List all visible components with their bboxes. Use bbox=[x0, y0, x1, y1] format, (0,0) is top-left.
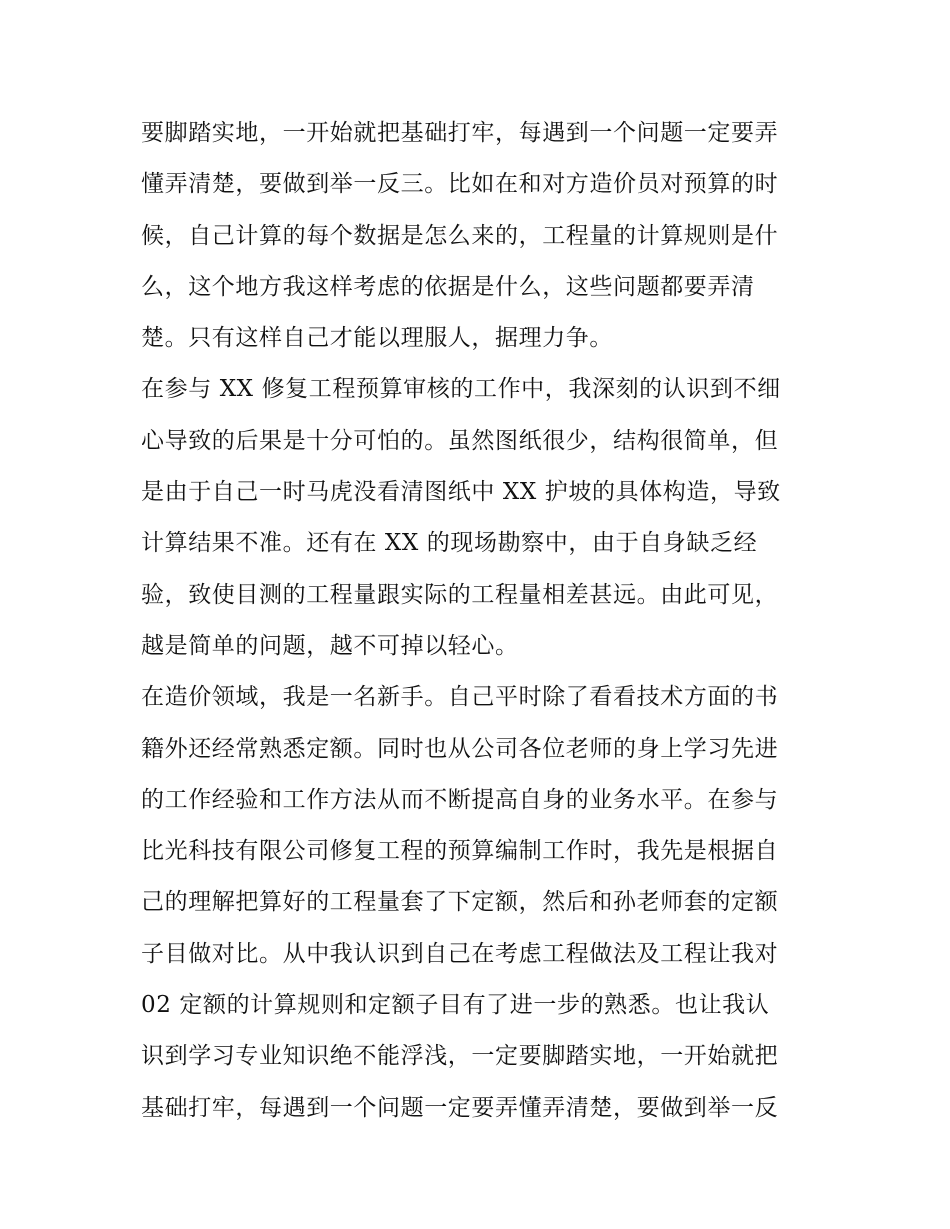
text-line: 在造价领域，我是一名新手。自己平时除了看看技术方面的书 bbox=[141, 684, 779, 711]
text-line: 懂弄清楚，要做到举一反三。比如在和对方造价员对预算的时 bbox=[141, 171, 779, 198]
text-line: 计算结果不准。还有在 XX 的现场勘察中，由于自身缺乏经 bbox=[141, 530, 758, 557]
text-line: 02 定额的计算规则和定额子目有了进一步的熟悉。也让我认 bbox=[141, 992, 770, 1019]
text-line: 识到学习专业知识绝不能浮浅，一定要脚踏实地，一开始就把 bbox=[141, 1043, 779, 1070]
text-line: 己的理解把算好的工程量套了下定额，然后和孙老师套的定额 bbox=[141, 889, 779, 916]
text-line: 是由于自己一时马虎没看清图纸中 XX 护坡的具体构造，导致 bbox=[141, 479, 781, 506]
text-line: 验，致使目测的工程量跟实际的工程量相差甚远。由此可见， bbox=[141, 581, 779, 608]
text-line: 比光科技有限公司修复工程的预算编制工作时，我先是根据自 bbox=[141, 838, 779, 865]
text-line: 么，这个地方我这样考虑的依据是什么，这些问题都要弄清 bbox=[141, 273, 755, 300]
text-line: 子目做对比。从中我认识到自己在考虑工程做法及工程让我对 bbox=[141, 940, 779, 967]
text-line: 候，自己计算的每个数据是怎么来的，工程量的计算规则是什 bbox=[141, 222, 779, 249]
text-line: 基础打牢，每遇到一个问题一定要弄懂弄清楚，要做到举一反 bbox=[141, 1094, 779, 1121]
text-line: 籍外还经常熟悉定额。同时也从公司各位老师的身上学习先进 bbox=[141, 735, 779, 762]
text-line: 在参与 XX 修复工程预算审核的工作中，我深刻的认识到不细 bbox=[141, 376, 781, 403]
body-text bbox=[141, 108, 821, 1134]
text-line: 越是简单的问题，越不可掉以轻心。 bbox=[141, 632, 519, 659]
text-line: 要脚踏实地，一开始就把基础打牢，每遇到一个问题一定要弄 bbox=[141, 120, 779, 146]
text-line: 的工作经验和工作方法从而不断提高自身的业务水平。在参与 bbox=[141, 786, 779, 813]
text-line: 楚。只有这样自己才能以理服人，据理力争。 bbox=[141, 325, 613, 352]
text-line: 心导致的后果是十分可怕的。虽然图纸很少，结构很简单，但 bbox=[141, 427, 779, 454]
